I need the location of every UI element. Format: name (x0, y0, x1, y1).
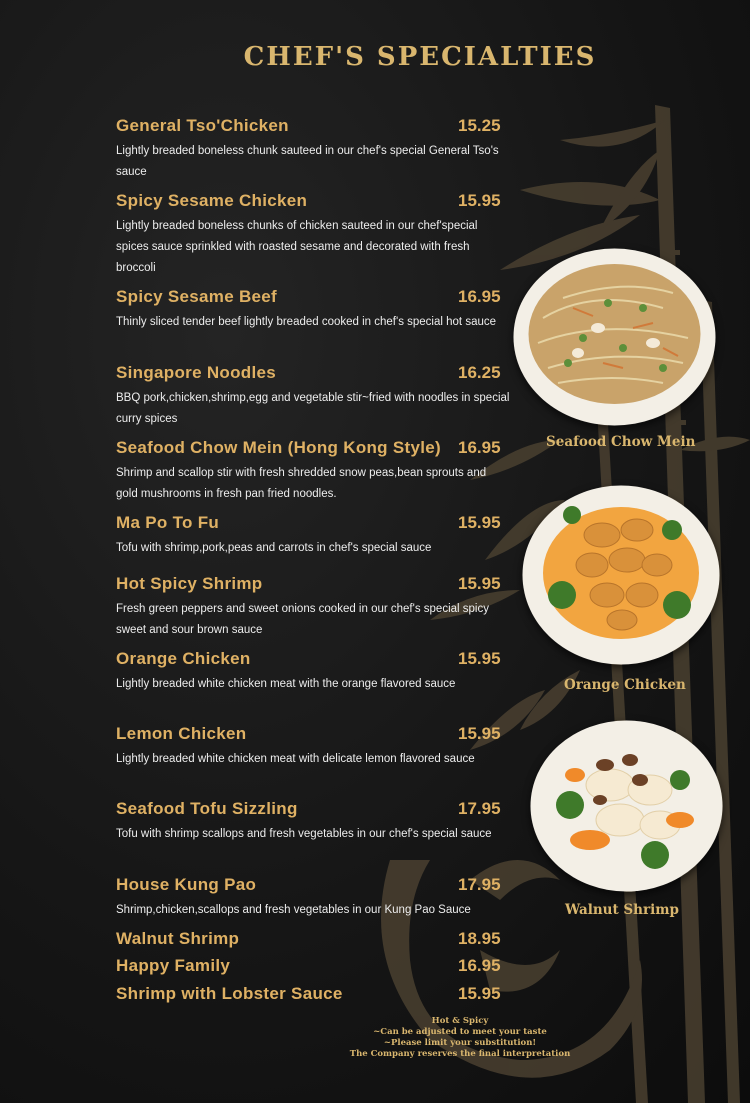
menu-item-price: 16.95 (458, 956, 501, 975)
menu-item-price: 17.95 (458, 799, 501, 818)
footer-note-hot-spicy: Hot & Spicy (431, 1016, 489, 1026)
page-title: CHEF'S SPECIALTIES (243, 42, 597, 72)
menu-item-name: Seafood Tofu Sizzling (116, 799, 298, 818)
menu-item-description: Lightly breaded boneless chunk sauteed in our chef's special General Tso's sauce (116, 145, 499, 178)
menu-item-price: 15.95 (458, 574, 501, 593)
menu-item-description: Lightly breaded white chicken meat with delicate lemon flavored sauce (116, 753, 475, 765)
menu-item-name: Happy Family (116, 956, 231, 975)
photo-caption: Seafood Chow Mein (546, 434, 696, 450)
footer-note-company: The Company reserves the final interpretation (349, 1049, 571, 1059)
menu-item-description: Fresh green peppers and sweet onions cooked in our chef's special spicy sweet and sour brown sauce (116, 603, 489, 636)
menu-item-price: 16.25 (458, 363, 501, 382)
menu-item-name: House Kung Pao (116, 875, 257, 894)
walnut-shrimp-photo (530, 720, 723, 892)
menu-item-description: Shrimp,chicken,scallops and fresh vegetables in our Kung Pao Sauce (116, 904, 471, 916)
menu-item-name: Shrimp with Lobster Sauce (116, 984, 343, 1003)
menu-item-price: 15.25 (458, 116, 501, 135)
menu-item-description: Lightly breaded white chicken meat with the orange flavored sauce (116, 678, 456, 690)
menu-item-name: Hot Spicy Shrimp (116, 574, 263, 593)
menu-item-name: Walnut Shrimp (116, 929, 240, 948)
orange-chicken-photo (522, 485, 720, 665)
menu-item-price: 15.95 (458, 191, 501, 210)
menu-item-description: Shrimp and scallop stir with fresh shredded snow peas,bean sprouts and gold mushrooms in fresh pan fried noodles. (116, 467, 487, 500)
footer-note-substitution: ~Please limit your substitution! (383, 1038, 537, 1048)
menu-item-description: Thinly sliced tender beef lightly breaded cooked in chef's special hot sauce (116, 316, 497, 328)
seafood-chow-mein-photo (513, 248, 716, 426)
menu-item-price: 15.95 (458, 724, 501, 743)
menu-item-name: Spicy Sesame Beef (116, 287, 278, 306)
menu-footer-notes (320, 1016, 600, 1060)
menu-item-name: Orange Chicken (116, 649, 251, 668)
footer-note-adjustable: ~Can be adjusted to meet your taste (373, 1027, 547, 1037)
menu-item-name: Spicy Sesame Chicken (116, 191, 308, 210)
menu-item-price: 15.95 (458, 649, 501, 668)
menu-item-description: BBQ pork,chicken,shrimp,egg and vegetable stir~fried with noodles in special curry spices (116, 392, 510, 425)
photo-caption: Orange Chicken (564, 677, 686, 693)
menu-item-price: 18.95 (458, 929, 501, 948)
menu-item-description: Tofu with shrimp scallops and fresh vegetables in our chef's special sauce (116, 828, 492, 840)
menu-item-description: Tofu with shrimp,pork,peas and carrots in chef's special sauce (116, 542, 432, 554)
menu-item-name: Lemon Chicken (116, 724, 247, 743)
photo-caption: Walnut Shrimp (565, 902, 679, 918)
menu-item-name: Singapore Noodles (116, 363, 277, 382)
menu-item-name: Ma Po To Fu (116, 513, 220, 532)
menu-item-price: 16.95 (458, 287, 501, 306)
menu-item-price: 15.95 (458, 984, 501, 1003)
menu-item-name: Seafood Chow Mein (Hong Kong Style) (116, 438, 441, 457)
menu-item-price: 15.95 (458, 513, 501, 532)
menu-item-name: General Tso'Chicken (116, 116, 289, 135)
menu-item-description: Lightly breaded boneless chunks of chicken sauteed in our chef'special spices sauce sprinkled with roasted sesame and decorated with fresh broccoli (116, 220, 478, 274)
menu-item-price: 17.95 (458, 875, 501, 894)
menu-item-price: 16.95 (458, 438, 501, 457)
